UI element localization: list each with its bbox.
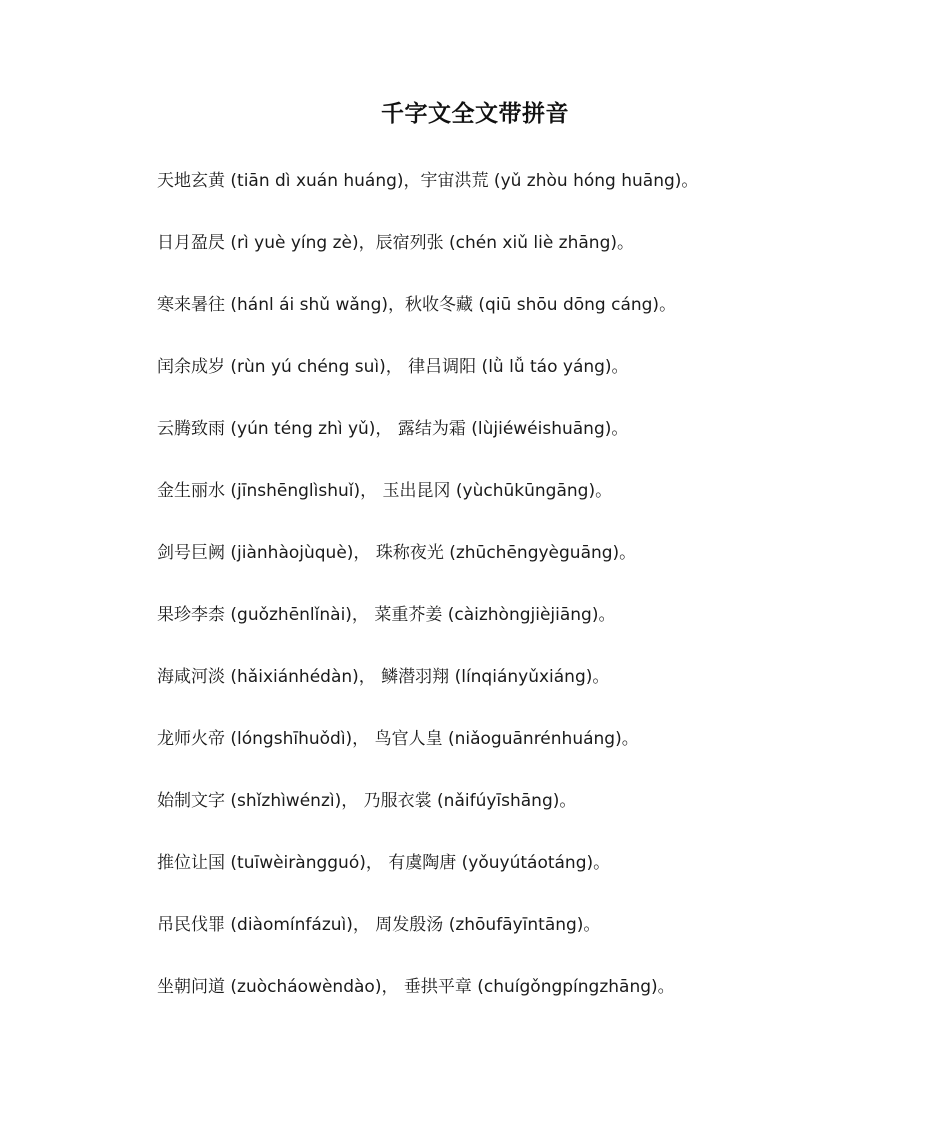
verse-line-11: 始制文字 (shǐzhìwénzì)， 乃服衣裳 (nǎifúyīshāng)。 xyxy=(157,791,577,811)
verse-line-6: 金生丽水 (jīnshēnglìshuǐ)， 玉出昆冈 (yùchūkūngāng)。 xyxy=(157,481,613,501)
verse-line-3: 寒来暑往 (hánl ái shǔ wǎng)，秋收冬藏 (qiū shōu dōng cáng)。 xyxy=(157,295,677,315)
verse-list xyxy=(157,166,877,1034)
verse-line-4: 闰余成岁 (rùn yú chéng suì)， 律吕调阳 (lǜ lǚ táo yáng)。 xyxy=(157,357,629,377)
verse-line-9: 海咸河淡 (hǎixiánhédàn)， 鳞潜羽翔 (línqiányǔxiáng)。 xyxy=(157,667,610,687)
document-title: 千字文全文带拼音 xyxy=(381,101,569,127)
verse-line-12: 推位让国 (tuīwèiràngguó)， 有虞陶唐 (yǒuyútáotáng)。 xyxy=(157,853,611,873)
verse-line-7: 剑号巨阙 (jiànhàojùquè)， 珠称夜光 (zhūchēngyèguāng)。 xyxy=(157,543,637,563)
verse-line-8: 果珍李柰 (guǒzhēnlǐnài)， 菜重芥姜 (càizhòngjièjiāng)。 xyxy=(157,605,616,625)
verse-line-5: 云腾致雨 (yún téng zhì yǔ)， 露结为霜 (lùjiéwéishuāng)。 xyxy=(157,419,629,439)
verse-line-14: 坐朝问道 (zuòcháowèndào)， 垂拱平章 (chuígǒngpíngzhāng)。 xyxy=(157,977,675,997)
verse-line-10: 龙师火帝 (lóngshīhuǒdì)， 鸟官人皇 (niǎoguānrénhuáng)。 xyxy=(157,729,639,749)
verse-line-2: 日月盈昃 (rì yuè yíng zè)，辰宿列张 (chén xiǔ liè zhāng)。 xyxy=(157,233,634,253)
verse-line-13: 吊民伐罪 (diàomínfázuì)， 周发殷汤 (zhōufāyīntāng)。 xyxy=(157,915,601,935)
verse-line-1: 天地玄黄 (tiān dì xuán huáng)，宇宙洪荒 (yǔ zhòu hóng huāng)。 xyxy=(157,171,699,191)
